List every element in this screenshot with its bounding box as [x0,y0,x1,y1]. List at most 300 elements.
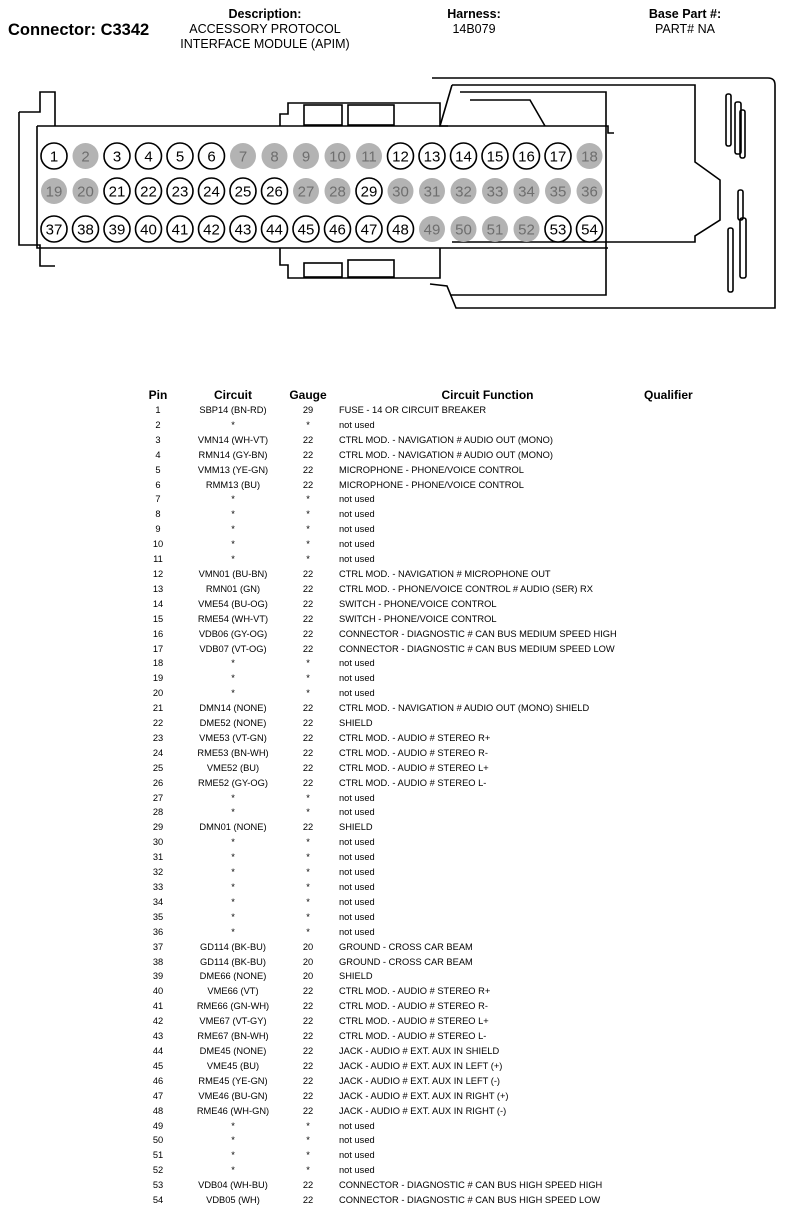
pin-39 [104,216,130,242]
gauge-cell: * [306,494,310,505]
circuit-cell: VMN01 (BU-BN) [198,568,268,579]
gauge-cell: * [306,688,310,699]
pin-number-label: 35 [549,183,567,201]
gauge-cell: * [306,896,310,907]
pin-38 [73,216,99,242]
harness-block [414,7,534,37]
circuit-cell: * [231,1165,235,1176]
gauge-cell: 22 [302,732,314,743]
pin-cell: 22 [152,718,164,729]
table-row [135,776,693,791]
pin-number-label: 6 [207,148,216,166]
gauge-cell: 22 [302,583,314,594]
pin-2 [73,143,99,169]
function-cell: not used [339,1150,375,1161]
circuit-cell: * [231,509,235,520]
pin-30 [388,178,414,204]
pin-number-label: 25 [234,183,252,201]
table-row [135,492,693,507]
circuit-cell: DME45 (NONE) [199,1045,267,1056]
pin-cell: 23 [152,732,164,743]
table-row [135,1193,693,1208]
table-row [135,1029,693,1044]
gauge-cell: 20 [302,956,314,967]
qualifier-cell [644,612,693,627]
pin-cell: 19 [152,673,164,684]
table-row [135,1074,693,1089]
table-row [135,969,693,984]
function-cell: SWITCH - PHONE/VOICE CONTROL [339,598,497,609]
pin-3 [104,143,130,169]
gauge-cell: 22 [302,777,314,788]
pin-number-label: 33 [486,183,504,201]
qualifier-cell [644,1089,693,1104]
pin-number-label: 26 [266,183,283,201]
pin-number-label: 13 [423,148,441,166]
pin-cell: 7 [155,494,161,505]
gauge-cell: * [306,926,310,937]
pin-cell: 41 [152,1001,164,1012]
function-cell: JACK - AUDIO # EXT. AUX IN RIGHT (-) [339,1105,507,1116]
pin-number-label: 16 [518,148,535,166]
function-cell: CTRL MOD. - NAVIGATION # MICROPHONE OUT [339,568,551,579]
pin-number-label: 15 [486,148,504,166]
pin-16 [514,143,540,169]
table-row [135,1059,693,1074]
qualifier-cell [644,865,693,880]
gauge-cell: 22 [302,1060,314,1071]
table-row [135,1119,693,1134]
function-cell: CONNECTOR - DIAGNOSTIC # CAN BUS MEDIUM SPEED HIGH [339,628,617,639]
pin-number-label: 23 [171,183,189,201]
pin-number-label: 5 [175,148,185,166]
function-cell: CTRL MOD. - AUDIO # STEREO L- [339,1031,487,1042]
connector-label: Connector: C3342 [8,21,150,39]
circuit-cell: * [231,867,235,878]
circuit-cell: DME66 (NONE) [199,971,267,982]
header-gauge: Gauge [289,388,327,402]
gauge-cell: * [306,1120,310,1131]
pin-number-label: 32 [455,183,472,201]
pin-5 [167,143,193,169]
table-row [135,955,693,970]
pin-21 [104,178,130,204]
function-cell: SHIELD [339,971,373,982]
pin-cell: 43 [152,1031,164,1042]
gauge-cell: 22 [302,762,314,773]
circuit-cell: * [231,658,235,669]
pin-number-label: 38 [77,221,94,239]
gauge-cell: 22 [302,1075,314,1086]
pin-cell: 46 [152,1075,164,1086]
table-row [135,567,693,582]
qualifier-cell [644,567,693,582]
circuit-cell: VDB07 (VT-OG) [199,643,267,654]
pin-cell: 1 [155,405,161,415]
function-cell: JACK - AUDIO # EXT. AUX IN SHIELD [339,1045,500,1056]
pin-number-label: 1 [49,148,59,166]
pin-number-label: 21 [108,183,126,201]
table-row [135,850,693,865]
gauge-cell: 22 [302,1090,314,1101]
pin-number-label: 44 [266,221,283,239]
table-row [135,463,693,478]
table-row [135,940,693,955]
pin-cell: 38 [152,956,164,967]
pin-cell: 2 [155,419,161,430]
function-cell: not used [339,926,375,937]
table-row [135,731,693,746]
qualifier-cell [644,925,693,940]
circuit-cell: RME67 (BN-WH) [197,1031,269,1042]
function-cell: MICROPHONE - PHONE/VOICE CONTROL [339,464,524,475]
pin-34 [514,178,540,204]
qualifier-cell [644,791,693,806]
pin-number-label: 53 [549,221,567,239]
table-row [135,925,693,940]
table-row [135,627,693,642]
table-row [135,433,693,448]
pin-cell: 44 [152,1045,164,1056]
table-row [135,522,693,537]
qualifier-cell [644,418,693,433]
qualifier-cell [644,835,693,850]
gauge-cell: * [306,524,310,535]
pin-15 [482,143,508,169]
table-row [135,418,693,433]
qualifier-cell [644,895,693,910]
circuit-cell: RME45 (YE-GN) [198,1075,268,1086]
gauge-cell: * [306,539,310,550]
function-cell: not used [339,1135,375,1146]
pin-cell: 29 [152,822,164,833]
qualifier-cell [644,522,693,537]
pin-cell: 47 [152,1090,164,1101]
pin-4 [136,143,162,169]
base-part-value: PART# NA [655,22,715,36]
qualifier-cell [644,701,693,716]
gauge-cell: * [306,419,310,430]
pin-41 [167,216,193,242]
table-row [135,642,693,657]
circuit-cell: * [231,807,235,818]
circuit-cell: * [231,926,235,937]
table-row [135,612,693,627]
circuit-cell: * [231,1135,235,1146]
qualifier-cell [644,537,693,552]
qualifier-cell [644,820,693,835]
qualifier-cell [644,671,693,686]
table-row [135,448,693,463]
gauge-cell: * [306,867,310,878]
qualifier-cell [644,969,693,984]
pin-cell: 42 [152,1016,164,1027]
function-cell: not used [339,792,375,803]
circuit-cell: * [231,896,235,907]
pin-cell: 40 [152,986,164,997]
table-row [135,761,693,776]
pin-cell: 10 [152,539,164,550]
pinout-table-body [135,403,693,1208]
function-cell: not used [339,509,375,520]
gauge-cell: 22 [302,479,314,490]
circuit-cell: * [231,419,235,430]
pin-48 [388,216,414,242]
pin-35 [545,178,571,204]
pin-cell: 28 [152,807,164,818]
pin-44 [262,216,288,242]
table-row [135,1014,693,1029]
circuit-cell: * [231,792,235,803]
function-cell: CTRL MOD. - NAVIGATION # AUDIO OUT (MONO) [339,434,554,445]
pin-number-label: 10 [329,148,346,166]
pin-cell: 8 [155,509,161,520]
qualifier-cell [644,1119,693,1134]
pin-number-label: 47 [360,221,378,239]
gauge-cell: * [306,658,310,669]
circuit-cell: * [231,852,235,863]
circuit-cell: RME54 (WH-VT) [197,613,269,624]
pin-number-label: 43 [234,221,252,239]
pin-49 [419,216,445,242]
gauge-cell: * [306,807,310,818]
pin-37 [41,216,67,242]
function-cell: FUSE - 14 OR CIRCUIT BREAKER [339,405,487,415]
qualifier-cell [644,776,693,791]
pin-cell: 20 [152,688,164,699]
function-cell: CTRL MOD. - AUDIO # STEREO L- [339,777,487,788]
pin-cell: 45 [152,1060,164,1071]
function-cell: not used [339,1165,375,1176]
circuit-cell: * [231,1120,235,1131]
qualifier-cell [644,910,693,925]
function-cell: not used [339,852,375,863]
pin-cell: 18 [152,658,164,669]
pin-43 [230,216,256,242]
qualifier-cell [644,850,693,865]
pin-31 [419,178,445,204]
qualifier-cell [644,1178,693,1193]
table-row [135,537,693,552]
circuit-cell: DME52 (NONE) [199,718,267,729]
table-row [135,701,693,716]
pin-cell: 27 [152,792,164,803]
qualifier-cell [644,940,693,955]
circuit-cell: VME45 (BU) [206,1060,260,1071]
gauge-cell: * [306,837,310,848]
circuit-cell: VME66 (VT) [207,986,259,997]
gauge-cell: 20 [302,941,314,952]
qualifier-cell [644,1014,693,1029]
circuit-cell: * [231,539,235,550]
circuit-cell: * [231,688,235,699]
qualifier-cell [644,642,693,657]
circuit-cell: SBP14 (BN-RD) [199,405,267,415]
function-cell: SHIELD [339,718,373,729]
pin-cell: 32 [152,867,164,878]
qualifier-cell [644,999,693,1014]
pin-17 [545,143,571,169]
function-cell: not used [339,673,375,684]
pin-cell: 39 [152,971,164,982]
table-row [135,716,693,731]
pin-cell: 36 [152,926,164,937]
table-row [135,1044,693,1059]
pin-cell: 35 [152,911,164,922]
gauge-cell: 22 [302,1180,314,1191]
qualifier-cell [644,716,693,731]
table-row [135,746,693,761]
gauge-cell: 22 [302,434,314,445]
qualifier-cell [644,880,693,895]
pin-13 [419,143,445,169]
function-cell: CTRL MOD. - AUDIO # STEREO L+ [339,1016,489,1027]
gauge-cell: 22 [302,464,314,475]
gauge-cell: 22 [302,1001,314,1012]
gauge-cell: 22 [302,718,314,729]
pin-11 [356,143,382,169]
pin-cell: 51 [152,1150,164,1161]
pin-cell: 48 [152,1105,164,1116]
gauge-cell: 22 [302,628,314,639]
circuit-cell: VMN14 (WH-VT) [197,434,269,445]
header-circuit-function: Circuit Function [441,388,534,402]
circuit-cell: * [231,882,235,892]
function-cell: CTRL MOD. - AUDIO # STEREO R+ [339,986,491,997]
pin-19 [41,178,67,204]
pin-29 [356,178,382,204]
function-cell: CTRL MOD. - PHONE/VOICE CONTROL # AUDIO (SER) RX [339,583,593,594]
table-row [135,1163,693,1178]
pin-number-label: 42 [203,221,220,239]
harness-label: Harness: [447,7,501,21]
pin-cell: 26 [152,777,164,788]
qualifier-cell [644,582,693,597]
pin-32 [451,178,477,204]
pin-number-label: 54 [581,221,598,239]
function-cell: not used [339,1120,375,1131]
table-row [135,880,693,895]
function-cell: CONNECTOR - DIAGNOSTIC # CAN BUS HIGH SPEED HIGH [339,1180,603,1191]
harness-value: 14B079 [452,22,496,36]
circuit-cell: * [231,554,235,565]
circuit-cell: RME46 (WH-GN) [196,1105,270,1116]
pin-number-label: 48 [392,221,409,239]
pin-24 [199,178,225,204]
gauge-cell: 29 [302,405,314,415]
gauge-cell: 22 [302,568,314,579]
pin-cell: 3 [155,434,161,445]
circuit-cell: VME52 (BU) [206,762,260,773]
pin-number-label: 31 [423,183,441,201]
function-cell: not used [339,807,375,818]
pin-cell: 9 [155,524,161,535]
function-cell: CTRL MOD. - AUDIO # STEREO R- [339,1001,488,1012]
pin-number-label: 8 [270,148,279,166]
pin-cell: 6 [155,479,161,490]
pin-number-label: 52 [518,221,535,239]
pin-number-label: 22 [140,183,157,201]
pin-number-label: 51 [486,221,504,239]
pin-26 [262,178,288,204]
circuit-cell: VME46 (BU-GN) [198,1090,268,1101]
circuit-cell: * [231,911,235,922]
pin-cell: 17 [152,643,164,654]
gauge-cell: * [306,882,310,892]
pin-cell: 21 [152,703,164,714]
pin-cell: 33 [152,882,164,892]
table-row [135,403,693,418]
qualifier-cell [644,552,693,567]
function-cell: CTRL MOD. - NAVIGATION # AUDIO OUT (MONO) SHIELD [339,703,590,714]
function-cell: CTRL MOD. - NAVIGATION # AUDIO OUT (MONO) [339,449,554,460]
pin-number-label: 4 [144,148,153,166]
table-row [135,597,693,612]
qualifier-cell [644,731,693,746]
pin-cell: 24 [152,747,164,758]
pinout-table [135,387,693,1208]
function-cell: CTRL MOD. - AUDIO # STEREO R- [339,747,488,758]
table-row [135,999,693,1014]
function-cell: GROUND - CROSS CAR BEAM [339,941,473,952]
gauge-cell: 22 [302,822,314,833]
gauge-cell: 22 [302,1105,314,1116]
pin-cell: 50 [152,1135,164,1146]
pin-number-label: 45 [297,221,315,239]
pin-cell: 14 [152,598,164,609]
pin-number-label: 7 [238,148,248,166]
header-qualifier: Qualifier [644,388,693,402]
circuit-cell: RME52 (GY-OG) [198,777,268,788]
qualifier-cell [644,746,693,761]
gauge-cell: * [306,554,310,565]
pin-10 [325,143,351,169]
qualifier-cell [644,433,693,448]
function-cell: not used [339,867,375,878]
circuit-cell: * [231,494,235,505]
base-part-label: Base Part #: [648,7,722,21]
pin-36 [577,178,603,204]
pin-number-label: 49 [423,221,441,239]
pin-6 [199,143,225,169]
gauge-cell: 22 [302,986,314,997]
pin-number-label: 36 [581,183,598,201]
circuit-cell: VDB05 (WH) [206,1195,260,1206]
description-block [150,7,380,52]
function-cell: CONNECTOR - DIAGNOSTIC # CAN BUS HIGH SPEED LOW [339,1195,601,1206]
qualifier-cell [644,1074,693,1089]
function-cell: not used [339,554,375,565]
gauge-cell: * [306,1150,310,1161]
pin-number-label: 14 [455,148,472,166]
pin-20 [73,178,99,204]
pin-cell: 12 [152,568,164,579]
function-cell: SWITCH - PHONE/VOICE CONTROL [339,613,497,624]
pin-9 [293,143,319,169]
pin-46 [325,216,351,242]
pin-cell: 30 [152,837,164,848]
table-row [135,686,693,701]
gauge-cell: * [306,792,310,803]
pin-cell: 5 [155,464,161,475]
pin-cell: 4 [155,449,161,460]
circuit-cell: RME66 (GN-WH) [196,1001,270,1012]
circuit-cell: VDB04 (WH-BU) [198,1180,268,1191]
pin-number-label: 39 [108,221,126,239]
qualifier-cell [644,597,693,612]
pin-51 [482,216,508,242]
qualifier-cell [644,1133,693,1148]
